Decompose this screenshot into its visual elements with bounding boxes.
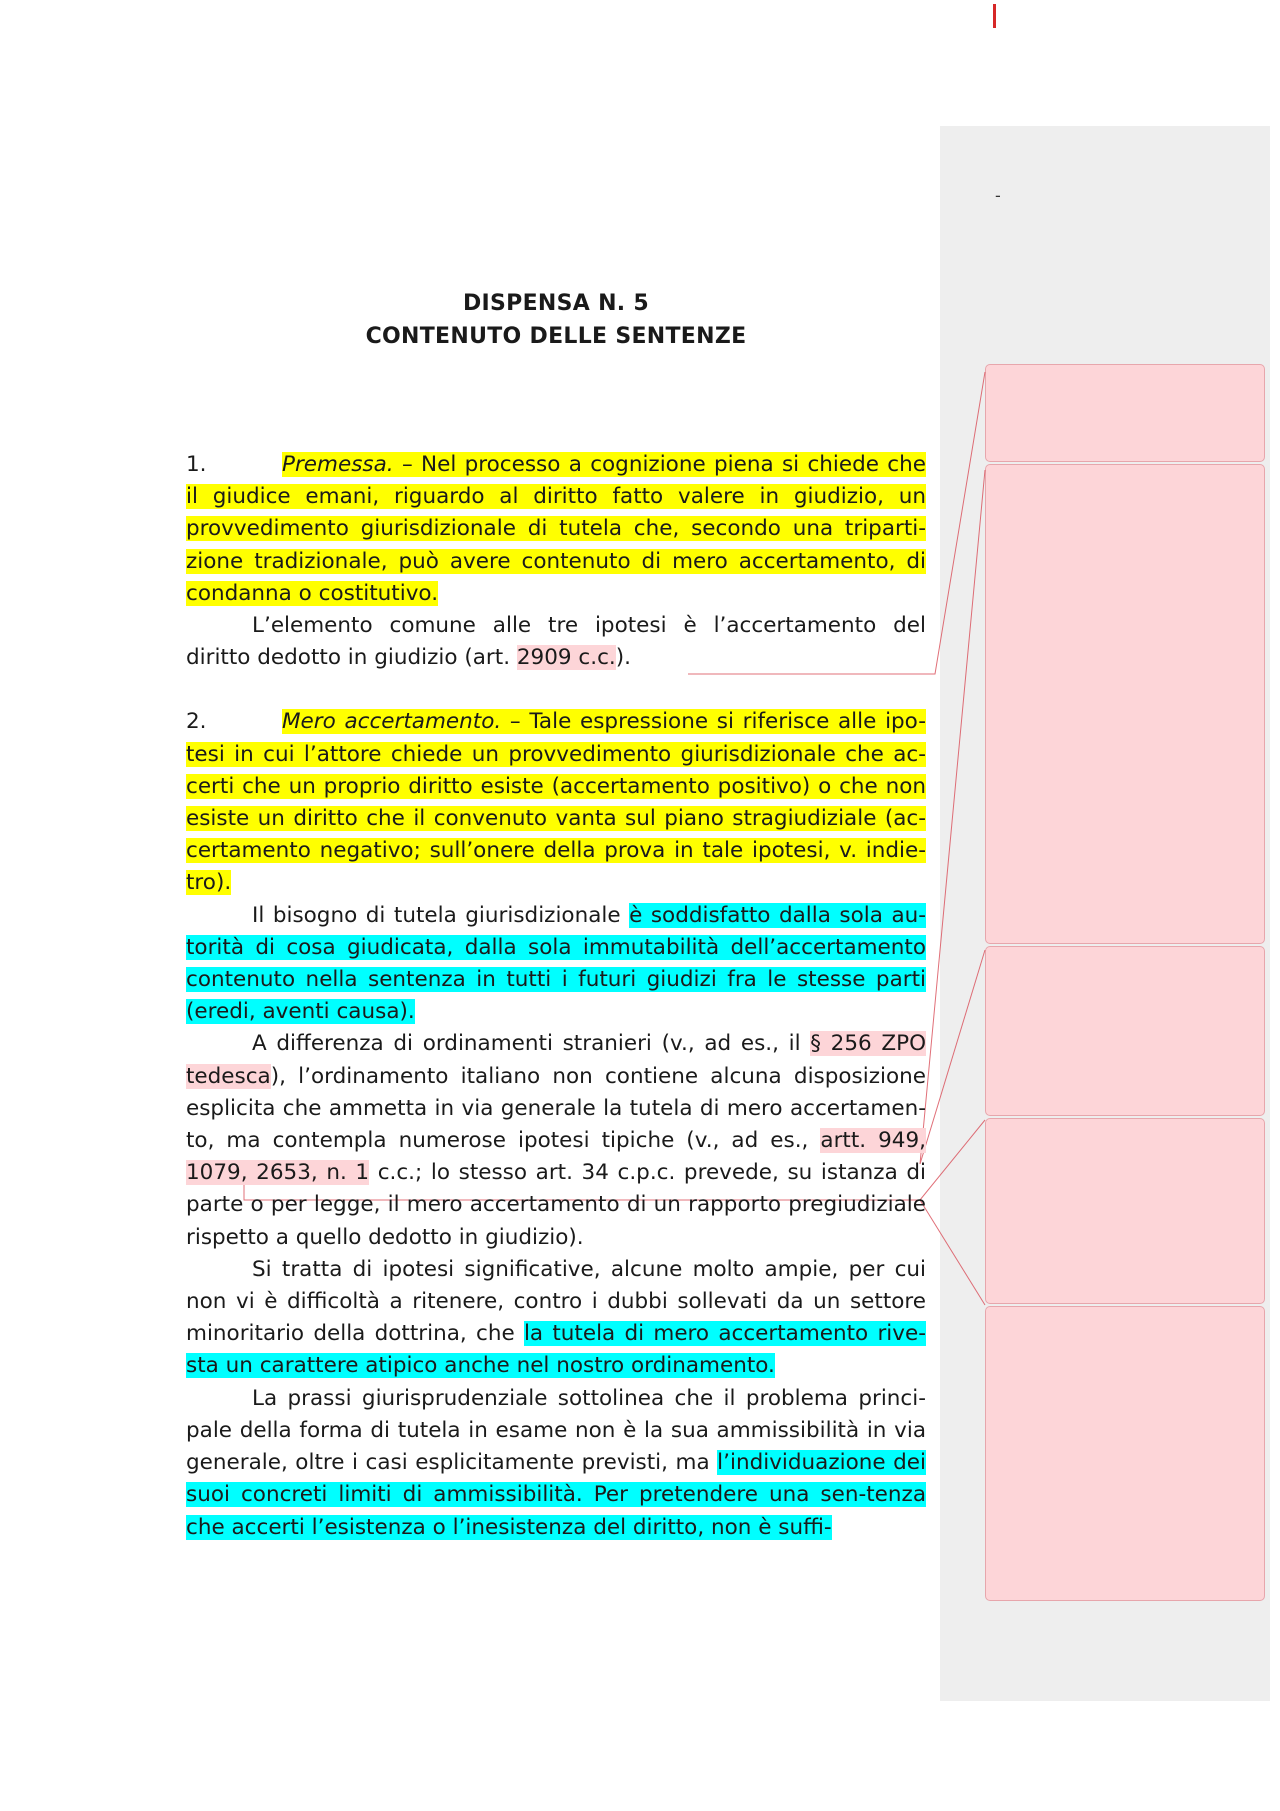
section-2-p5-highlight: l’individuazione dei suoi concreti limiti di ammissibilità. Per pretendere una sen-tenza che accerti l’esistenza o l’inesistenza del diritto, non è suffi- bbox=[186, 1450, 926, 1540]
section-2-paragraph-4 bbox=[186, 1254, 926, 1383]
comment-box-5[interactable] bbox=[985, 1306, 1265, 1601]
section-2-p4-highlight: la tutela di mero accertamento rive-sta un carattere atipico anche nel nostro ordinamento. bbox=[186, 1321, 926, 1379]
section-1-heading: Premessa. bbox=[282, 452, 394, 477]
section-2-paragraph-5 bbox=[186, 1383, 926, 1544]
section-2-p3-c: c.c.; lo stesso art. 34 c.p.c. prevede, su istanza di parte o per legge, il mero accertamento di un rapporto pregiudiziale rispetto a quello dedotto in giudizio). bbox=[186, 1160, 926, 1250]
section-1-paragraph-2 bbox=[186, 610, 926, 674]
section-2-p3-ref1: § 256 ZPO tedesca bbox=[186, 1031, 927, 1089]
section-2-number: 2. bbox=[186, 709, 207, 735]
comment-margin bbox=[940, 126, 1270, 1701]
section-2-intro bbox=[186, 706, 926, 899]
section-1-number: 1. bbox=[186, 452, 207, 477]
document-body bbox=[186, 449, 926, 1544]
section-1-intro-highlight bbox=[186, 452, 926, 606]
section-2-p2-highlight: è soddisfatto dalla sola au-torità di cosa giudicata, dalla sola immutabilità dell’accertamento contenuto nella sentenza in tutti i futuri giudizi fra le stesse parti (eredi, aventi causa). bbox=[186, 902, 927, 1025]
section-2-p5-plain: La prassi giurisprudenziale sottolinea che il problema princi-pale della forma di tutela in esame non è la sua ammissibilità in via generale, oltre i casi esplicitamente previsti, ma bbox=[186, 1385, 926, 1476]
section-2-p3-ref2: artt. 949, 1079, 2653, n. 1 bbox=[186, 1128, 926, 1186]
section-2-paragraph-2 bbox=[186, 900, 926, 1029]
title-line-1: DISPENSA N. 5 bbox=[462, 291, 650, 316]
section-2-p2-plain: Il bisogno di tutela giurisdizionale bbox=[252, 902, 630, 928]
section-2-intro-text: – Tale espressione si riferisce alle ipo-tesi in cui l’attore chiede un provvedimento giurisdizionale che ac-certi che un proprio diritto esiste (accertamento positivo) o che non esiste un diritto che il convenuto vanta sul piano stragiudiziale (ac-certamento negativo; sull’onere della prova in tale ipotesi, v. indie-tro). bbox=[186, 709, 926, 896]
red-edit-marker bbox=[993, 4, 996, 28]
page-title bbox=[186, 287, 926, 353]
section-1-p2-end: ). bbox=[615, 645, 631, 671]
section-1-intro-text: – Nel processo a cognizione piena si chiede che il giudice emani, riguardo al diritto fatto valere in giudizio, un provvedimento giurisdizionale di tutela che, secondo una triparti-zione tradizionale, può avere contenuto di mero accertamento, di condanna o costitutivo. bbox=[186, 452, 926, 606]
section-2-p3-b: ), l’ordinamento italiano non contiene alcuna disposizione esplicita che ammetta in via generale la tutela di mero accertamen-to, ma contempla numerose ipotesi tipiche (v., ad es., bbox=[186, 1063, 926, 1154]
section-2-intro-highlight bbox=[186, 709, 926, 895]
section-2-p4-plain: Si tratta di ipotesi significative, alcune molto ampie, per cui non vi è difficoltà a ritenere, contro i dubbi sollevati da un settore minoritario della dottrina, che bbox=[186, 1256, 926, 1347]
title-line-2: CONTENUTO DELLE SENTENZE bbox=[365, 324, 747, 349]
section-1-p2-ref: 2909 c.c. bbox=[516, 645, 616, 671]
comment-box-3[interactable] bbox=[985, 946, 1265, 1116]
comment-box-4[interactable] bbox=[985, 1118, 1265, 1304]
section-2-paragraph-3 bbox=[186, 1028, 926, 1253]
section-2-heading: Mero accertamento. bbox=[282, 709, 502, 735]
section-1-p2-text: L’elemento comune alle tre ipotesi è l’accertamento del diritto dedotto in giudizio (art. bbox=[186, 613, 926, 671]
margin-marker: - bbox=[995, 186, 1001, 205]
section-gap bbox=[186, 674, 926, 706]
section-1-intro bbox=[186, 449, 926, 610]
comment-box-1[interactable] bbox=[985, 364, 1265, 462]
comment-box-2[interactable] bbox=[985, 464, 1265, 944]
section-2-p3-a: A differenza di ordinamenti stranieri (v., ad es., il bbox=[252, 1031, 811, 1057]
